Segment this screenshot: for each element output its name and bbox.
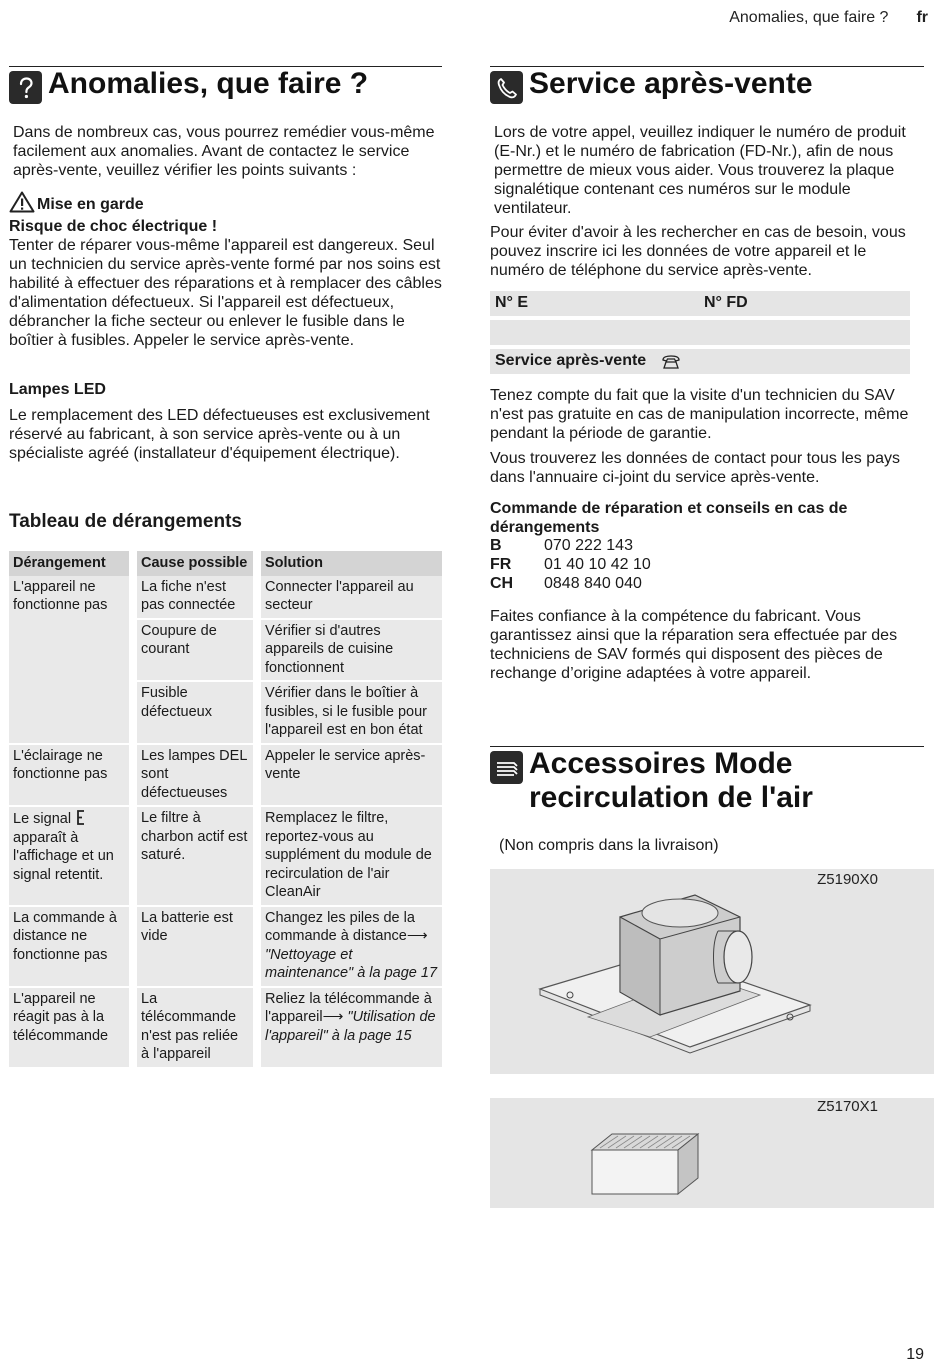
accessory-code: Z5190X0 bbox=[817, 871, 878, 888]
solution-cell: Remplacez le filtre, reportez-vous au supplément du module de recirculation de l'air CleanAir bbox=[257, 806, 442, 906]
cause-cell: Fusible défectueux bbox=[133, 681, 257, 744]
service-phone-label: Service après-vente bbox=[495, 352, 647, 369]
warning-block bbox=[9, 191, 442, 350]
section-title: Anomalies, que faire ? bbox=[48, 67, 369, 100]
data-row-service bbox=[490, 349, 910, 374]
recirculation-module-image bbox=[530, 887, 830, 1057]
cause-cell: La télécommande n'est pas reliée à l'appareil bbox=[133, 987, 257, 1067]
intro-paragraph: Dans de nombreux cas, vous pourrez remédier vous-même facilement aux anomalies. Avant de contactez le service après-vente, veuillez vérifier les points suivants : bbox=[13, 124, 435, 179]
cause-cell: La batterie est vide bbox=[133, 906, 257, 987]
question-icon bbox=[9, 71, 42, 104]
phone-row: CH 0848 840 040 bbox=[490, 575, 642, 592]
fd-number-label: N° FD bbox=[704, 294, 748, 311]
fault-cell: L'appareil ne réagit pas à la télécommande bbox=[9, 987, 133, 1067]
fault-cell: L'appareil ne fonctionne pas bbox=[9, 576, 133, 744]
running-header-title: Anomalies, que faire ? bbox=[729, 9, 889, 26]
service-paragraph-4: Vous trouverez les données de contact pour tous les pays dans l'annuaire ci-joint du service après-vente. bbox=[490, 450, 901, 486]
cause-cell: Les lampes DEL sont défectueuses bbox=[133, 744, 257, 807]
appliance-data-box bbox=[490, 291, 910, 378]
language-tag: fr bbox=[916, 9, 928, 26]
charcoal-filter-image bbox=[590, 1128, 700, 1198]
cross-reference-link[interactable]: "Utilisation de l'appareil" à la page 15 bbox=[265, 1009, 436, 1044]
running-header bbox=[729, 9, 928, 27]
table-row bbox=[9, 576, 442, 619]
service-paragraph-1: Lors de votre appel, veuillez indiquer le numéro de produit (E-Nr.) et le numéro de fabrication (FD-Nr.), afin de nous permettre de mieux vous aider. Vous trouverez la plaque signalétique contenant ces numéros sur le module ventilateur. bbox=[494, 124, 906, 217]
warning-icon bbox=[9, 191, 35, 213]
solution-cell: Vérifier si d'autres appareils de cuisine fonctionnent bbox=[257, 619, 442, 682]
page-number: 19 bbox=[906, 1346, 924, 1363]
warning-subtitle: Risque de choc électrique ! bbox=[9, 218, 218, 235]
accessories-note: (Non compris dans la livraison) bbox=[499, 837, 719, 854]
warning-title: Mise en garde bbox=[37, 196, 144, 213]
phone-list bbox=[490, 536, 651, 593]
fault-cell: L'éclairage ne fonctionne pas bbox=[9, 744, 133, 807]
cause-cell: Coupure de courant bbox=[133, 619, 257, 682]
table-row bbox=[9, 744, 442, 807]
phone-row: FR 01 40 10 42 10 bbox=[490, 556, 651, 573]
arrow-icon: ⟶ bbox=[406, 928, 428, 944]
telephone-icon bbox=[661, 355, 681, 369]
cause-cell: Le filtre à charbon actif est saturé. bbox=[133, 806, 257, 906]
data-row-blank bbox=[490, 320, 910, 345]
phone-icon bbox=[490, 71, 523, 104]
table-row bbox=[9, 806, 442, 906]
display-signal-icon bbox=[75, 809, 87, 826]
cause-cell: La fiche n'est pas connectée bbox=[133, 576, 257, 619]
trouble-table bbox=[9, 551, 442, 1067]
table-header: Solution bbox=[257, 551, 442, 576]
accessory-code: Z5170X1 bbox=[817, 1098, 878, 1115]
repair-title: Commande de réparation et conseils en cas de dérangements bbox=[490, 500, 848, 536]
phone-row: B 070 222 143 bbox=[490, 537, 633, 554]
cross-reference-link[interactable]: "Nettoyage et maintenance" à la page 17 bbox=[265, 946, 438, 981]
accessory-panel-2 bbox=[490, 1098, 934, 1208]
solution-cell: Connecter l'appareil au secteur bbox=[257, 576, 442, 619]
filter-icon bbox=[490, 751, 523, 784]
table-title: Tableau de dérangements bbox=[9, 511, 242, 532]
table-header-row bbox=[9, 551, 442, 576]
section-heading-service bbox=[490, 66, 924, 107]
led-text: Le remplacement des LED défectueuses est exclusivement réservé au fabricant, à son service après-vente ou à un spécialiste agréé (installateur d'équipement électrique). bbox=[9, 407, 430, 462]
table-row bbox=[9, 987, 442, 1067]
table-row bbox=[9, 906, 442, 987]
solution-cell: Vérifier dans le boîtier à fusibles, si le fusible pour l'appareil est en bon état bbox=[257, 681, 442, 744]
solution-cell: Changez les piles de la commande à distance⟶ "Nettoyage et maintenance" à la page 17 bbox=[257, 906, 442, 987]
data-row-numbers bbox=[490, 291, 910, 316]
solution-cell: Appeler le service après-vente bbox=[257, 744, 442, 807]
service-paragraph-2: Pour éviter d'avoir à les rechercher en cas de besoin, vous pouvez inscrire ici les données de votre appareil et le numéro de téléphone du service après-vente. bbox=[490, 224, 906, 279]
led-title: Lampes LED bbox=[9, 381, 106, 398]
solution-cell: Reliez la télécommande à l'appareil⟶ "Utilisation de l'appareil" à la page 15 bbox=[257, 987, 442, 1067]
service-paragraph-3: Tenez compte du fait que la visite d'un technicien du SAV n'est pas gratuite en cas de manipulation incorrecte, même pendant la période de garantie. bbox=[490, 387, 909, 442]
fault-cell: La commande à distance ne fonctionne pas bbox=[9, 906, 133, 987]
led-block bbox=[9, 380, 442, 463]
table-header: Dérangement bbox=[9, 551, 133, 576]
section-title: Service après-vente bbox=[529, 67, 813, 100]
fault-cell: Le signal apparaît à l'affichage et un signal retentit. bbox=[9, 806, 133, 906]
e-number-label: N° E bbox=[495, 294, 529, 311]
arrow-icon: ⟶ bbox=[322, 1009, 344, 1025]
section-heading-accessories bbox=[490, 746, 924, 817]
table-header: Cause possible bbox=[133, 551, 257, 576]
service-paragraph-5: Faites confiance à la compétence du fabricant. Vous garantissez ainsi que la réparation sera effectuée par des techniciens de SAV formés qui disposent des pièces de rechange d’origine adaptées à votre appareil. bbox=[490, 608, 898, 682]
section-title: Accessoires Mode recirculation de l'air bbox=[529, 747, 813, 814]
accessory-panel-1 bbox=[490, 869, 934, 1074]
warning-text: Tenter de réparer vous-même l'appareil est dangereux. Seul un technicien du service après-vente formé par nos soins est habilité à effectuer des réparations et à remplacer des câbles d'alimentation défectueux. Si l'appareil est défectueux, débrancher la fiche secteur ou enlever le fusible dans le boîtier à fusibles. Appeler le service après-vente. bbox=[9, 237, 442, 349]
section-heading-anomalies bbox=[9, 66, 442, 107]
